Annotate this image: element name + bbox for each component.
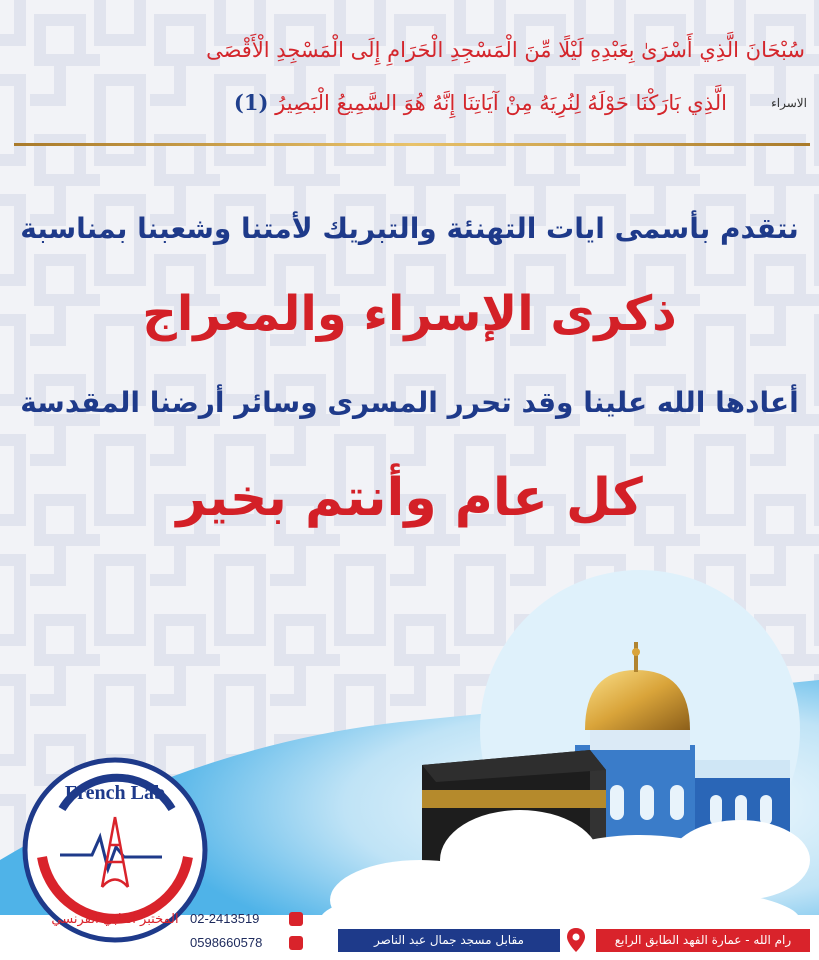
location-pin-icon <box>566 928 586 952</box>
logo-name-en: French Lab <box>64 782 166 804</box>
verse-line-1: سُبْحَانَ الَّذِي أَسْرَىٰ بِعَبْدِهِ لَيْلًا مِّنَ الْمَسْجِدِ الْحَرَامِ إِلَى الْمَسْجِدِ الْأَقْصَى <box>206 38 805 62</box>
landmark-bar: مقابل مسجد جمال عبد الناصر <box>338 929 560 952</box>
phone-number[interactable]: 02-2413519 <box>190 911 260 926</box>
verse-reference: الاسراء <box>771 96 807 110</box>
logo-name-ar: المختبر الطبي الفرنسي <box>51 912 179 927</box>
verse-number: (1) <box>233 90 269 115</box>
greeting-line: نتقدم بأسمى ايات التهنئة والتبريك لأمتنا وشعبنا بمناسبة <box>20 212 799 245</box>
gold-divider <box>14 143 810 146</box>
french-lab-logo <box>22 757 208 943</box>
verse-line-2-text: الَّذِي بَارَكْنَا حَوْلَهُ لِنُرِيَهُ مِنْ آيَاتِنَا إِنَّهُ هُوَ السَّمِيعُ الْبَصِيرُ <box>275 91 727 115</box>
mobile-number[interactable]: 0598660578 <box>190 935 263 950</box>
mobile-icon <box>289 936 303 950</box>
phone-icon <box>289 912 303 926</box>
wish-title: كل عام وأنتم بخير <box>176 468 643 528</box>
prayer-line: أعادها الله علينا وقد تحرر المسرى وسائر أرضنا المقدسة <box>20 386 799 419</box>
verse-line-2 <box>234 90 727 115</box>
address-bar: رام الله - عمارة الفهد الطابق الرابع <box>596 929 810 952</box>
occasion-title: ذكرى الإسراء والمعراج <box>142 286 677 342</box>
